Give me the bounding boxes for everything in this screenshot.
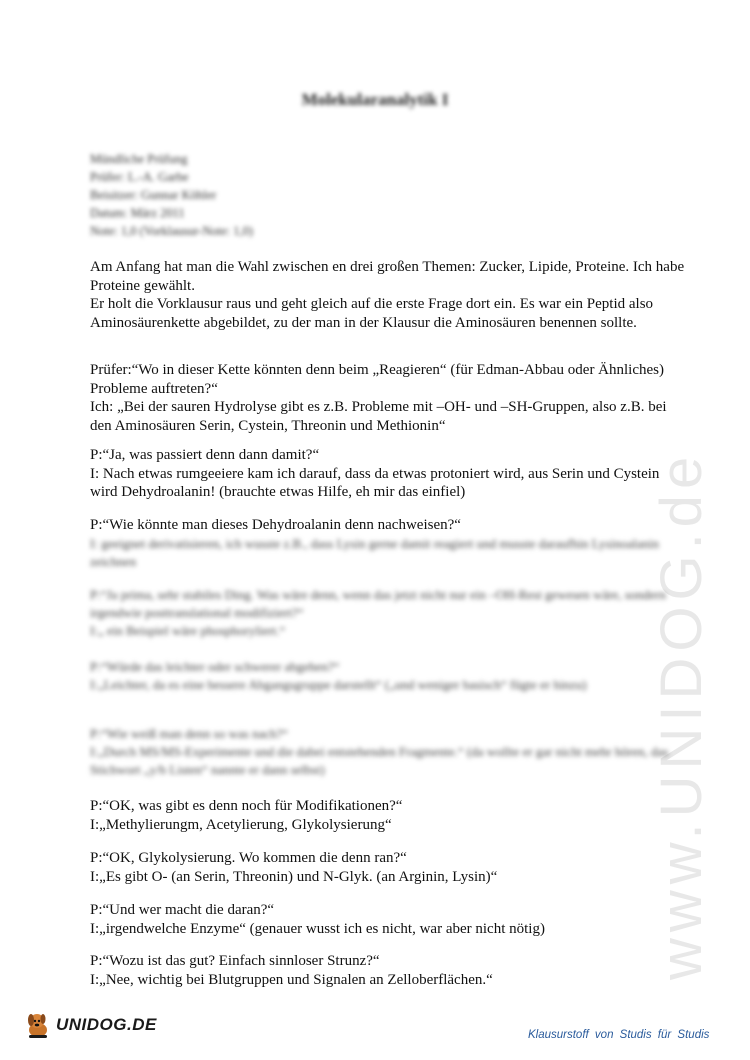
qa-block <box>90 516 690 571</box>
answer: I:„Durch MS/MS-Experimente und die dabei entstehenden Fragmente.“ (da wollte er gar nicht mehr hören, das Stichwort „y/b Listen“ nannte er dann selbst) <box>90 744 669 777</box>
qa-block-blurred <box>90 586 690 640</box>
answer: I:„Es gibt O- (an Serin, Threonin) und N-Glyk. (an Arginin, Lysin)“ <box>90 868 498 885</box>
question: P:“Würde das leichter oder schwerer abgehen?“ <box>90 659 340 674</box>
exam-meta <box>90 150 253 240</box>
question: P:“Wie weiß man denn so was nach?“ <box>90 726 289 741</box>
qa-block-blurred <box>90 658 690 694</box>
logo-text: UNIDOG.DE <box>56 1015 157 1034</box>
unidog-logo[interactable] <box>24 1010 157 1040</box>
question: P:“OK, Glykolysierung. Wo kommen die denn ran?“ <box>90 850 407 866</box>
question: P:“OK, was gibt es denn noch für Modifikationen?“ <box>90 798 403 814</box>
question: P:“Und wer macht die daran?“ <box>90 902 275 918</box>
answer: I:„Methylierungm, Acetylierung, Glykolysierung“ <box>90 816 392 833</box>
question: Prüfer:“Wo in dieser Kette könnten denn beim „Reagieren“ (für Edman-Abbau oder Ähnliches) Probleme auftreten?“ <box>90 362 664 397</box>
answer: I:„Leichter, da es eine bessere Abgangsgruppe darstellt“ („und weniger basisch“ fügte er hinzu) <box>90 677 587 692</box>
question: P:“Ja prima, sehr stabiles Ding. Was wäre denn, wenn das jetzt nicht nur ein –OH-Rest gewesen wäre, sondern irgendwie posttranslational modifiziert?“ <box>90 587 666 620</box>
meta-line: Prüfer: L.-A. Garbe <box>90 170 189 184</box>
intro-paragraph: Am Anfang hat man die Wahl zwischen en drei großen Themen: Zucker, Lipide, Proteine. Ich habe Proteine gewählt. <box>90 259 685 294</box>
qa-block-blurred <box>90 725 690 779</box>
intro-paragraph: Er holt die Vorklausur raus und geht gleich auf die erste Frage dort ein. Es war ein Peptid also Aminosäurenkette abgebildet, zu der man in der Klausur die Aminosäuren benennen sollte. <box>90 296 654 331</box>
qa-block <box>90 901 690 938</box>
question: P:“Ja, was passiert denn dann damit?“ <box>90 447 320 463</box>
answer: I:„irgendwelche Enzyme“ (genauer wusst ich es nicht, war aber nicht nötig) <box>90 920 545 937</box>
qa-block <box>90 849 690 886</box>
answer-blurred: I: geeignet derivatisieren, ich wusste z.B., dass Lysin gerne damit reagiert und musste daraufhin Lysinoalanin zeichnen <box>90 535 659 569</box>
answer: I: Nach etwas rumgeeiere kam ich darauf, dass da etwas protoniert wird, aus Serin und Cystein wird Dehydroalanin! (brauchte etwas Hilfe, eh mir das einfiel) <box>90 465 660 500</box>
intro-section <box>90 258 690 332</box>
answer: I:„ ein Beispiel wäre phosphoryliert.“ <box>90 623 286 638</box>
meta-line: Note: 1,0 (Vorklausur-Note: 1,0) <box>90 224 254 238</box>
meta-line: Beisitzer: Gunnar Köhler <box>90 188 217 202</box>
question: P:“Wozu ist das gut? Einfach sinnloser Strunz?“ <box>90 953 380 969</box>
qa-block <box>90 797 690 834</box>
question: P:“Wie könnte man dieses Dehydroalanin denn nachweisen?“ <box>90 517 461 533</box>
footer-tagline: Klausurstoff von Studis für Studis <box>528 1029 710 1041</box>
dog-mascot-icon <box>24 1010 54 1040</box>
document-title: Molekularanalytik I <box>301 90 449 109</box>
answer: I:„Nee, wichtig bei Blutgruppen und Signalen an Zelloberflächen.“ <box>90 971 493 988</box>
meta-line: Mündliche Prüfung <box>90 152 188 166</box>
meta-line: Datum: März 2011 <box>90 206 185 220</box>
watermark: www.UNIDOG.de <box>649 450 714 980</box>
qa-block <box>90 446 690 502</box>
qa-block <box>90 361 690 435</box>
qa-block <box>90 952 690 989</box>
answer: Ich: „Bei der sauren Hydrolyse gibt es z.B. Probleme mit –OH- und –SH-Gruppen, also z.B. bei den Aminosäuren Serin, Cystein, Threonin und Methionin“ <box>90 399 667 434</box>
